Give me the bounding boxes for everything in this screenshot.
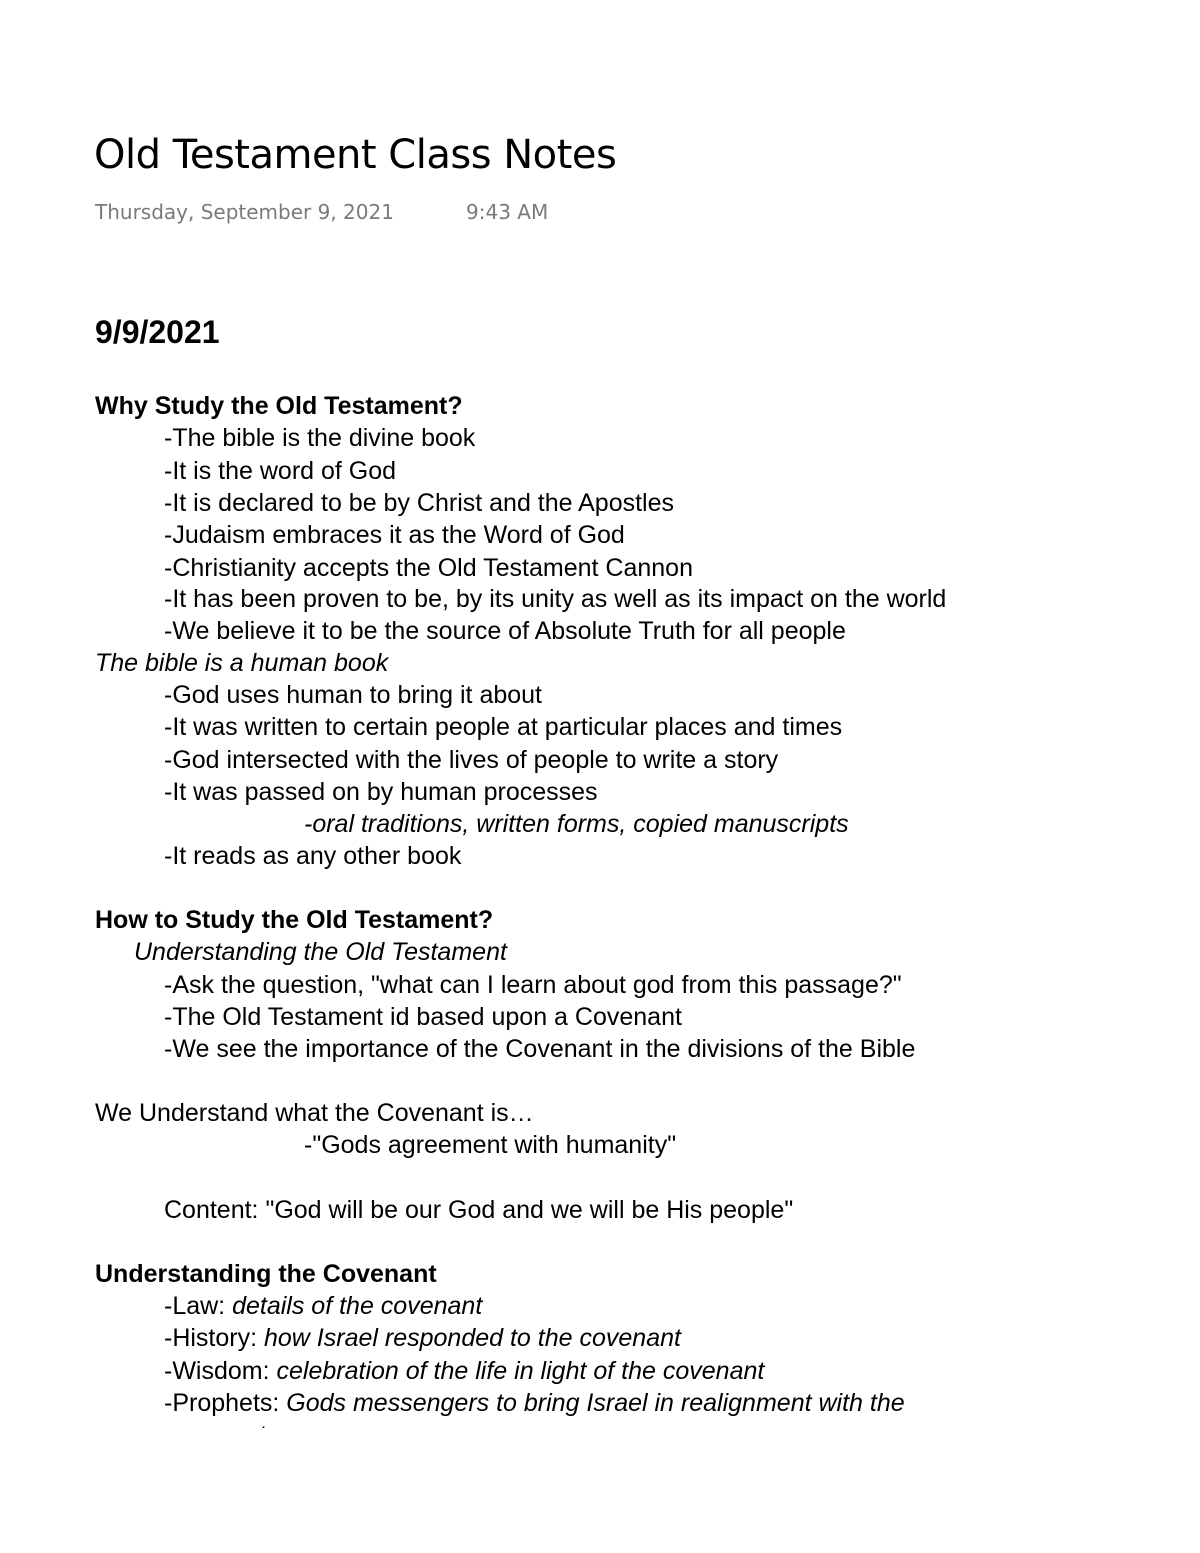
sub-list-item: -oral traditions, written forms, copied manuscripts [304, 810, 849, 838]
list-item: -It was written to certain people at particular places and times [164, 713, 843, 741]
list-item: -It is the word of God [164, 457, 397, 485]
item-label: -Prophets: [164, 1389, 287, 1417]
list-item [164, 1387, 905, 1419]
list-item [164, 1290, 482, 1322]
list-item [164, 1322, 681, 1354]
list-item: -It reads as any other book [164, 842, 462, 870]
list-item: -Ask the question, "what can I learn about god from this passage?" [164, 971, 902, 999]
list-item: -The Old Testament id based upon a Covenant [164, 1003, 682, 1031]
item-description: Gods messengers to bring Israel in realignment with the [286, 1389, 905, 1417]
list-item: -It has been proven to be, by its unity as well as its impact on the world [164, 585, 947, 613]
page-title: Old Testament Class Notes [94, 132, 617, 178]
list-item: -We believe it to be the source of Absolute Truth for all people [164, 617, 846, 645]
section-heading-covenant: Understanding the Covenant [95, 1260, 437, 1288]
list-item: -It was passed on by human processes [164, 778, 598, 806]
subheading-understanding: Understanding the Old Testament [134, 938, 507, 966]
subheading-human-book: The bible is a human book [95, 649, 389, 677]
list-item: -Judaism embraces it as the Word of God [164, 521, 625, 549]
item-description: celebration of the life in light of the covenant [276, 1357, 765, 1385]
list-item: -The bible is the divine book [164, 424, 476, 452]
date-heading: 9/9/2021 [95, 314, 220, 350]
list-item: -God intersected with the lives of people to write a story [164, 746, 779, 774]
list-item [164, 1355, 764, 1387]
list-item: -God uses human to bring it about [164, 681, 543, 709]
covenant-definition: -"Gods agreement with humanity" [304, 1131, 677, 1159]
page-date: Thursday, September 9, 2021 [95, 200, 394, 224]
list-item: -It is declared to be by Christ and the Apostles [164, 489, 674, 517]
section-heading-how: How to Study the Old Testament? [95, 906, 494, 934]
item-description: how Israel responded to the covenant [264, 1324, 681, 1352]
section-heading-why: Why Study the Old Testament? [95, 392, 463, 420]
covenant-intro: We Understand what the Covenant is… [95, 1099, 534, 1127]
item-label: -Wisdom: [164, 1357, 277, 1385]
covenant-content: Content: "God will be our God and we will be His people" [164, 1196, 794, 1224]
item-label: -Law: [164, 1292, 233, 1320]
item-description: details of the covenant [232, 1292, 483, 1320]
list-item: -We see the importance of the Covenant in the divisions of the Bible [164, 1035, 916, 1063]
page-bottom-mask [0, 1428, 1200, 1553]
item-label: -History: [164, 1324, 264, 1352]
list-item: -Christianity accepts the Old Testament Cannon [164, 554, 693, 582]
page-time: 9:43 AM [466, 200, 549, 224]
